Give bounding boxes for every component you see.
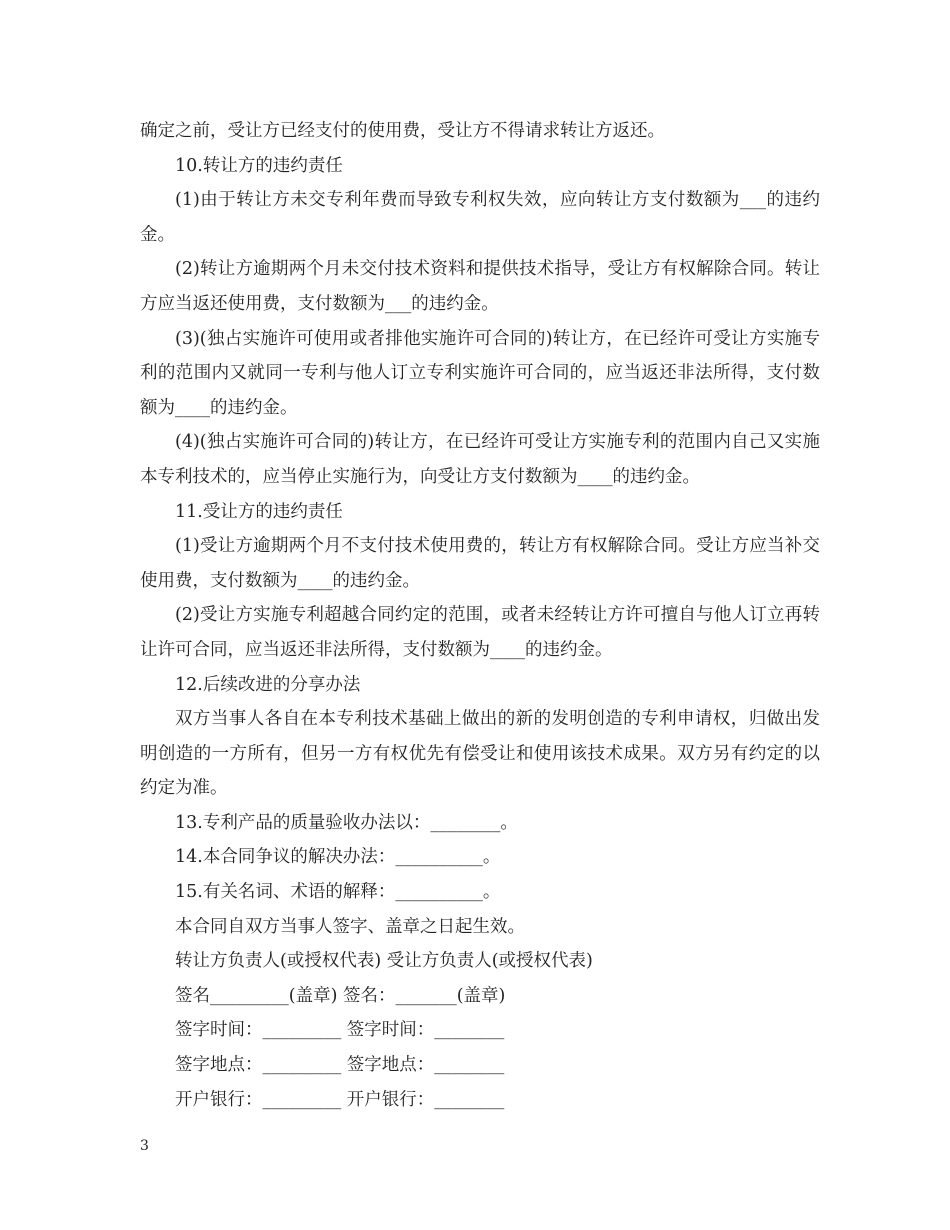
- page-number: 3: [140, 1138, 149, 1154]
- signing-place-line: 签字地点：_________ 签字地点：________: [175, 1055, 505, 1076]
- clause-10-3: (3)(独占实施许可使用或者排他实施许可合同的)转让方，在已经许可受让方实施专利的范围内又就同一专利与他人订立专利实施许可合同的，应当返还非法所得，支付数额为____的违约金。: [140, 328, 820, 418]
- clause-13: 13.专利产品的质量验收办法以：________。: [175, 812, 518, 833]
- clause-10-4: (4)(独占实施许可合同的)转让方，在已经许可受让方实施专利的范围内自己又实施本专利技术的，应当停止实施行为，向受让方支付数额为____的违约金。: [140, 432, 820, 487]
- heading-improvement-sharing: 12.后续改进的分享办法: [175, 674, 361, 695]
- clause-11-1: (1)受让方逾期两个月不支付技术使用费的，转让方有权解除合同。受让方应当补交使用费，支付数额为____的违约金。: [140, 536, 820, 591]
- clause-10-2: (2)转让方逾期两个月未交付技术资料和提供技术指导，受让方有权解除合同。转让方应当返还使用费，支付数额为___的违约金。: [140, 259, 820, 314]
- clause-14: 14.本合同争议的解决办法：__________。: [175, 847, 501, 868]
- clause-15: 15.有关名词、术语的解释：__________。: [175, 882, 501, 903]
- effective-clause: 本合同自双方当事人签字、盖章之日起生效。: [175, 916, 525, 937]
- signing-date-line: 签字时间：_________ 签字时间：________: [175, 1020, 505, 1041]
- signatory-header: 转让方负责人(或授权代表) 受让方负责人(或授权代表): [175, 951, 593, 972]
- heading-transferee-liability: 11.受让方的违约责任: [175, 501, 343, 522]
- clause-11-2: (2)受让方实施专利超越合同约定的范围，或者未经转让方许可擅自与他人订立再转让许可合同，应当返还非法所得，支付数额为____的违约金。: [140, 605, 820, 660]
- contract-body: [140, 114, 820, 1117]
- heading-transferor-liability: 10.转让方的违约责任: [175, 155, 343, 176]
- bank-line: 开户银行：_________ 开户银行：________: [175, 1089, 505, 1110]
- paragraph-continuation: 确定之前，受让方已经支付的使用费，受让方不得请求转让方返还。: [140, 121, 665, 141]
- clause-10-1: (1)由于转让方未交专利年费而导致专利权失效，应向转让方支付数额为___的违约金。: [140, 190, 820, 245]
- clause-12-body: 双方当事人各自在本专利技术基础上做出的新的发明创造的专利申请权，归做出发明创造的一方所有，但另一方有权优先有偿受让和使用该技术成果。双方另有约定的以约定为准。: [140, 709, 820, 799]
- signature-line: 签名_________(盖章) 签名：_______(盖章): [175, 985, 506, 1006]
